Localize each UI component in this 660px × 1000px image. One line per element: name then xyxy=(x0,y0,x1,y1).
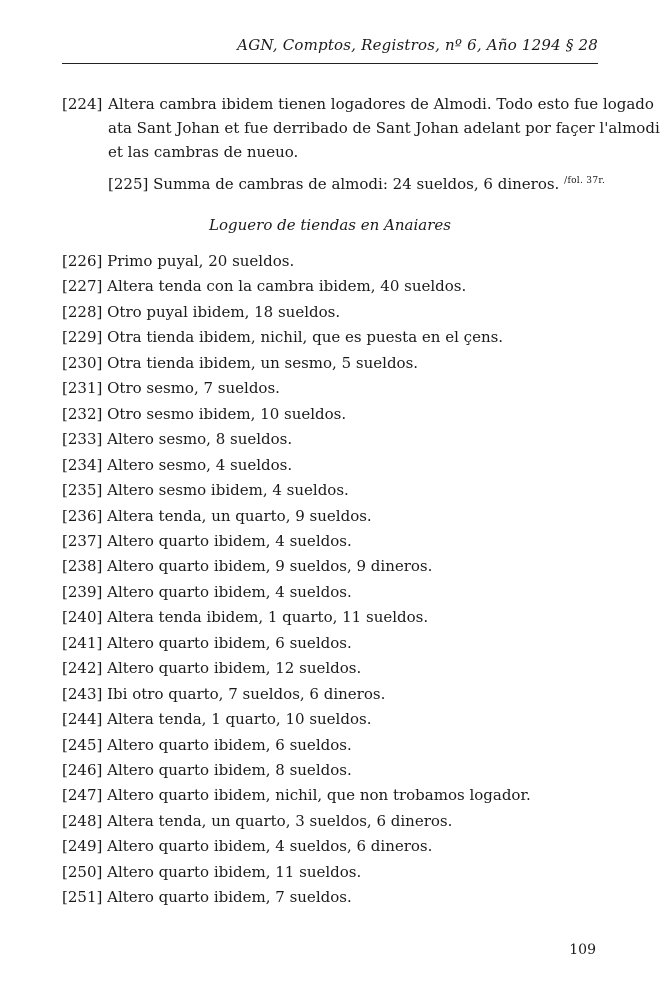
entry-number: [250] xyxy=(62,862,103,881)
entry-text: Altero quarto ibidem, 12 sueldos. xyxy=(107,659,362,678)
entry-text: Altero quarto ibidem, 7 sueldos. xyxy=(107,888,352,907)
entry-number: [233] xyxy=(62,430,103,449)
entry-number: [238] xyxy=(62,557,103,576)
list-item xyxy=(62,325,503,349)
section-title: Loguero de tiendas en Anaiares xyxy=(209,216,451,234)
entry-text: Ibi otro quarto, 7 sueldos, 6 dineros. xyxy=(107,684,386,703)
paragraph-line: Altera cambra ibidem tienen logadores de Almodi. Todo esto fue logado xyxy=(108,95,654,113)
entry-number: [243] xyxy=(62,684,103,703)
entry-text: Altero quarto ibidem, 11 sueldos. xyxy=(107,862,362,881)
entry-number: [241] xyxy=(62,633,103,652)
entry-number: [251] xyxy=(62,888,103,907)
entry-text: Altero sesmo, 8 sueldos. xyxy=(107,430,293,449)
summary-text: [225] Summa de cambras de almodi: 24 sueldos, 6 dineros. xyxy=(108,175,560,193)
list-item xyxy=(62,656,361,680)
list-item xyxy=(62,758,352,782)
entry-number: [232] xyxy=(62,404,103,423)
list-item xyxy=(62,885,352,909)
list-item xyxy=(62,554,432,578)
paragraph-line: et las cambras de nueuo. xyxy=(108,143,299,161)
entry-text: Altera tenda con la cambra ibidem, 40 sueldos. xyxy=(107,277,467,296)
entry-number: [249] xyxy=(62,837,103,856)
entry-text: Altero quarto ibidem, nichil, que non trobamos logador. xyxy=(107,786,531,805)
entry-text: Otra tienda ibidem, nichil, que es puesta en el çens. xyxy=(107,328,504,347)
entry-text: Altero quarto ibidem, 4 sueldos. xyxy=(107,531,352,550)
entry-text: Altero quarto ibidem, 8 sueldos. xyxy=(107,761,352,779)
entry-text: Primo puyal, 20 sueldos. xyxy=(107,252,295,270)
list-item xyxy=(62,351,418,375)
entry-number: [229] xyxy=(62,328,103,347)
entry-number: [226] xyxy=(62,252,103,270)
entry-text: Altero quarto ibidem, 4 sueldos, 6 dineros. xyxy=(107,837,433,856)
entry-number: [248] xyxy=(62,811,103,830)
page-number: 109 xyxy=(569,942,596,958)
entry-number: [231] xyxy=(62,379,103,398)
entry-text: Altera tenda ibidem, 1 quarto, 11 sueldos. xyxy=(107,608,429,627)
list-item xyxy=(62,860,361,884)
paragraph-line: ata Sant Johan et fue derribado de Sant Johan adelant por façer l'almodi xyxy=(108,119,660,137)
entry-text: Altero sesmo, 4 sueldos. xyxy=(107,455,293,474)
summary-225 xyxy=(108,169,605,196)
paragraph-224 xyxy=(62,92,660,164)
entry-text: Otro sesmo ibidem, 10 sueldos. xyxy=(107,404,347,423)
list-item xyxy=(62,707,371,731)
list-item xyxy=(62,402,346,426)
entry-number: [236] xyxy=(62,506,103,525)
running-head: AGN, Comptos, Registros, nº 6, Año 1294 § 28 xyxy=(237,36,598,54)
list-item xyxy=(62,834,432,858)
list-item xyxy=(62,478,349,502)
entry-text: Otra tienda ibidem, un sesmo, 5 sueldos. xyxy=(107,353,419,372)
entry-text: Altero quarto ibidem, 6 sueldos. xyxy=(107,633,352,652)
list-item xyxy=(62,580,352,604)
entry-text: Altera tenda, 1 quarto, 10 sueldos. xyxy=(107,710,372,729)
entry-text: Otro puyal ibidem, 18 sueldos. xyxy=(107,302,341,321)
entry-number: [245] xyxy=(62,735,103,754)
entry-number: [247] xyxy=(62,786,103,805)
entry-text: Altero sesmo ibidem, 4 sueldos. xyxy=(107,481,349,500)
list-item xyxy=(62,682,385,706)
entry-text: Altero quarto ibidem, 4 sueldos. xyxy=(107,582,352,601)
list-item xyxy=(62,631,352,655)
list-item xyxy=(62,300,340,324)
entry-number: [227] xyxy=(62,277,103,296)
entry-text: Altera tenda, un quarto, 9 sueldos. xyxy=(107,506,372,525)
list-item xyxy=(62,605,428,629)
list-item xyxy=(62,809,452,833)
entry-number: [244] xyxy=(62,710,103,729)
list-item xyxy=(62,376,280,400)
entry-number: [230] xyxy=(62,353,103,372)
entry-text: Altera tenda, un quarto, 3 sueldos, 6 dineros. xyxy=(107,811,453,830)
entry-number: [246] xyxy=(62,761,103,779)
entry-text: Altero quarto ibidem, 9 sueldos, 9 dineros. xyxy=(107,557,433,576)
list-item xyxy=(62,504,372,528)
list-item xyxy=(62,453,292,477)
header-rule xyxy=(62,63,598,64)
entry-number: [237] xyxy=(62,531,103,550)
list-item xyxy=(62,249,294,273)
list-item xyxy=(62,529,352,553)
entry-number: [239] xyxy=(62,582,103,601)
entry-number: [234] xyxy=(62,455,103,474)
entry-number: [228] xyxy=(62,302,103,321)
list-item xyxy=(62,427,292,451)
entry-number: [235] xyxy=(62,481,103,500)
entry-number: [224] xyxy=(62,95,103,113)
list-item xyxy=(62,274,466,298)
list-item xyxy=(62,783,531,807)
entry-number: [242] xyxy=(62,659,103,678)
list-item xyxy=(62,733,352,757)
entry-text: Altero quarto ibidem, 6 sueldos. xyxy=(107,735,352,754)
folio-reference: /fol. 37r. xyxy=(564,176,606,186)
entry-text: Otro sesmo, 7 sueldos. xyxy=(107,379,280,398)
entry-number: [240] xyxy=(62,608,103,627)
